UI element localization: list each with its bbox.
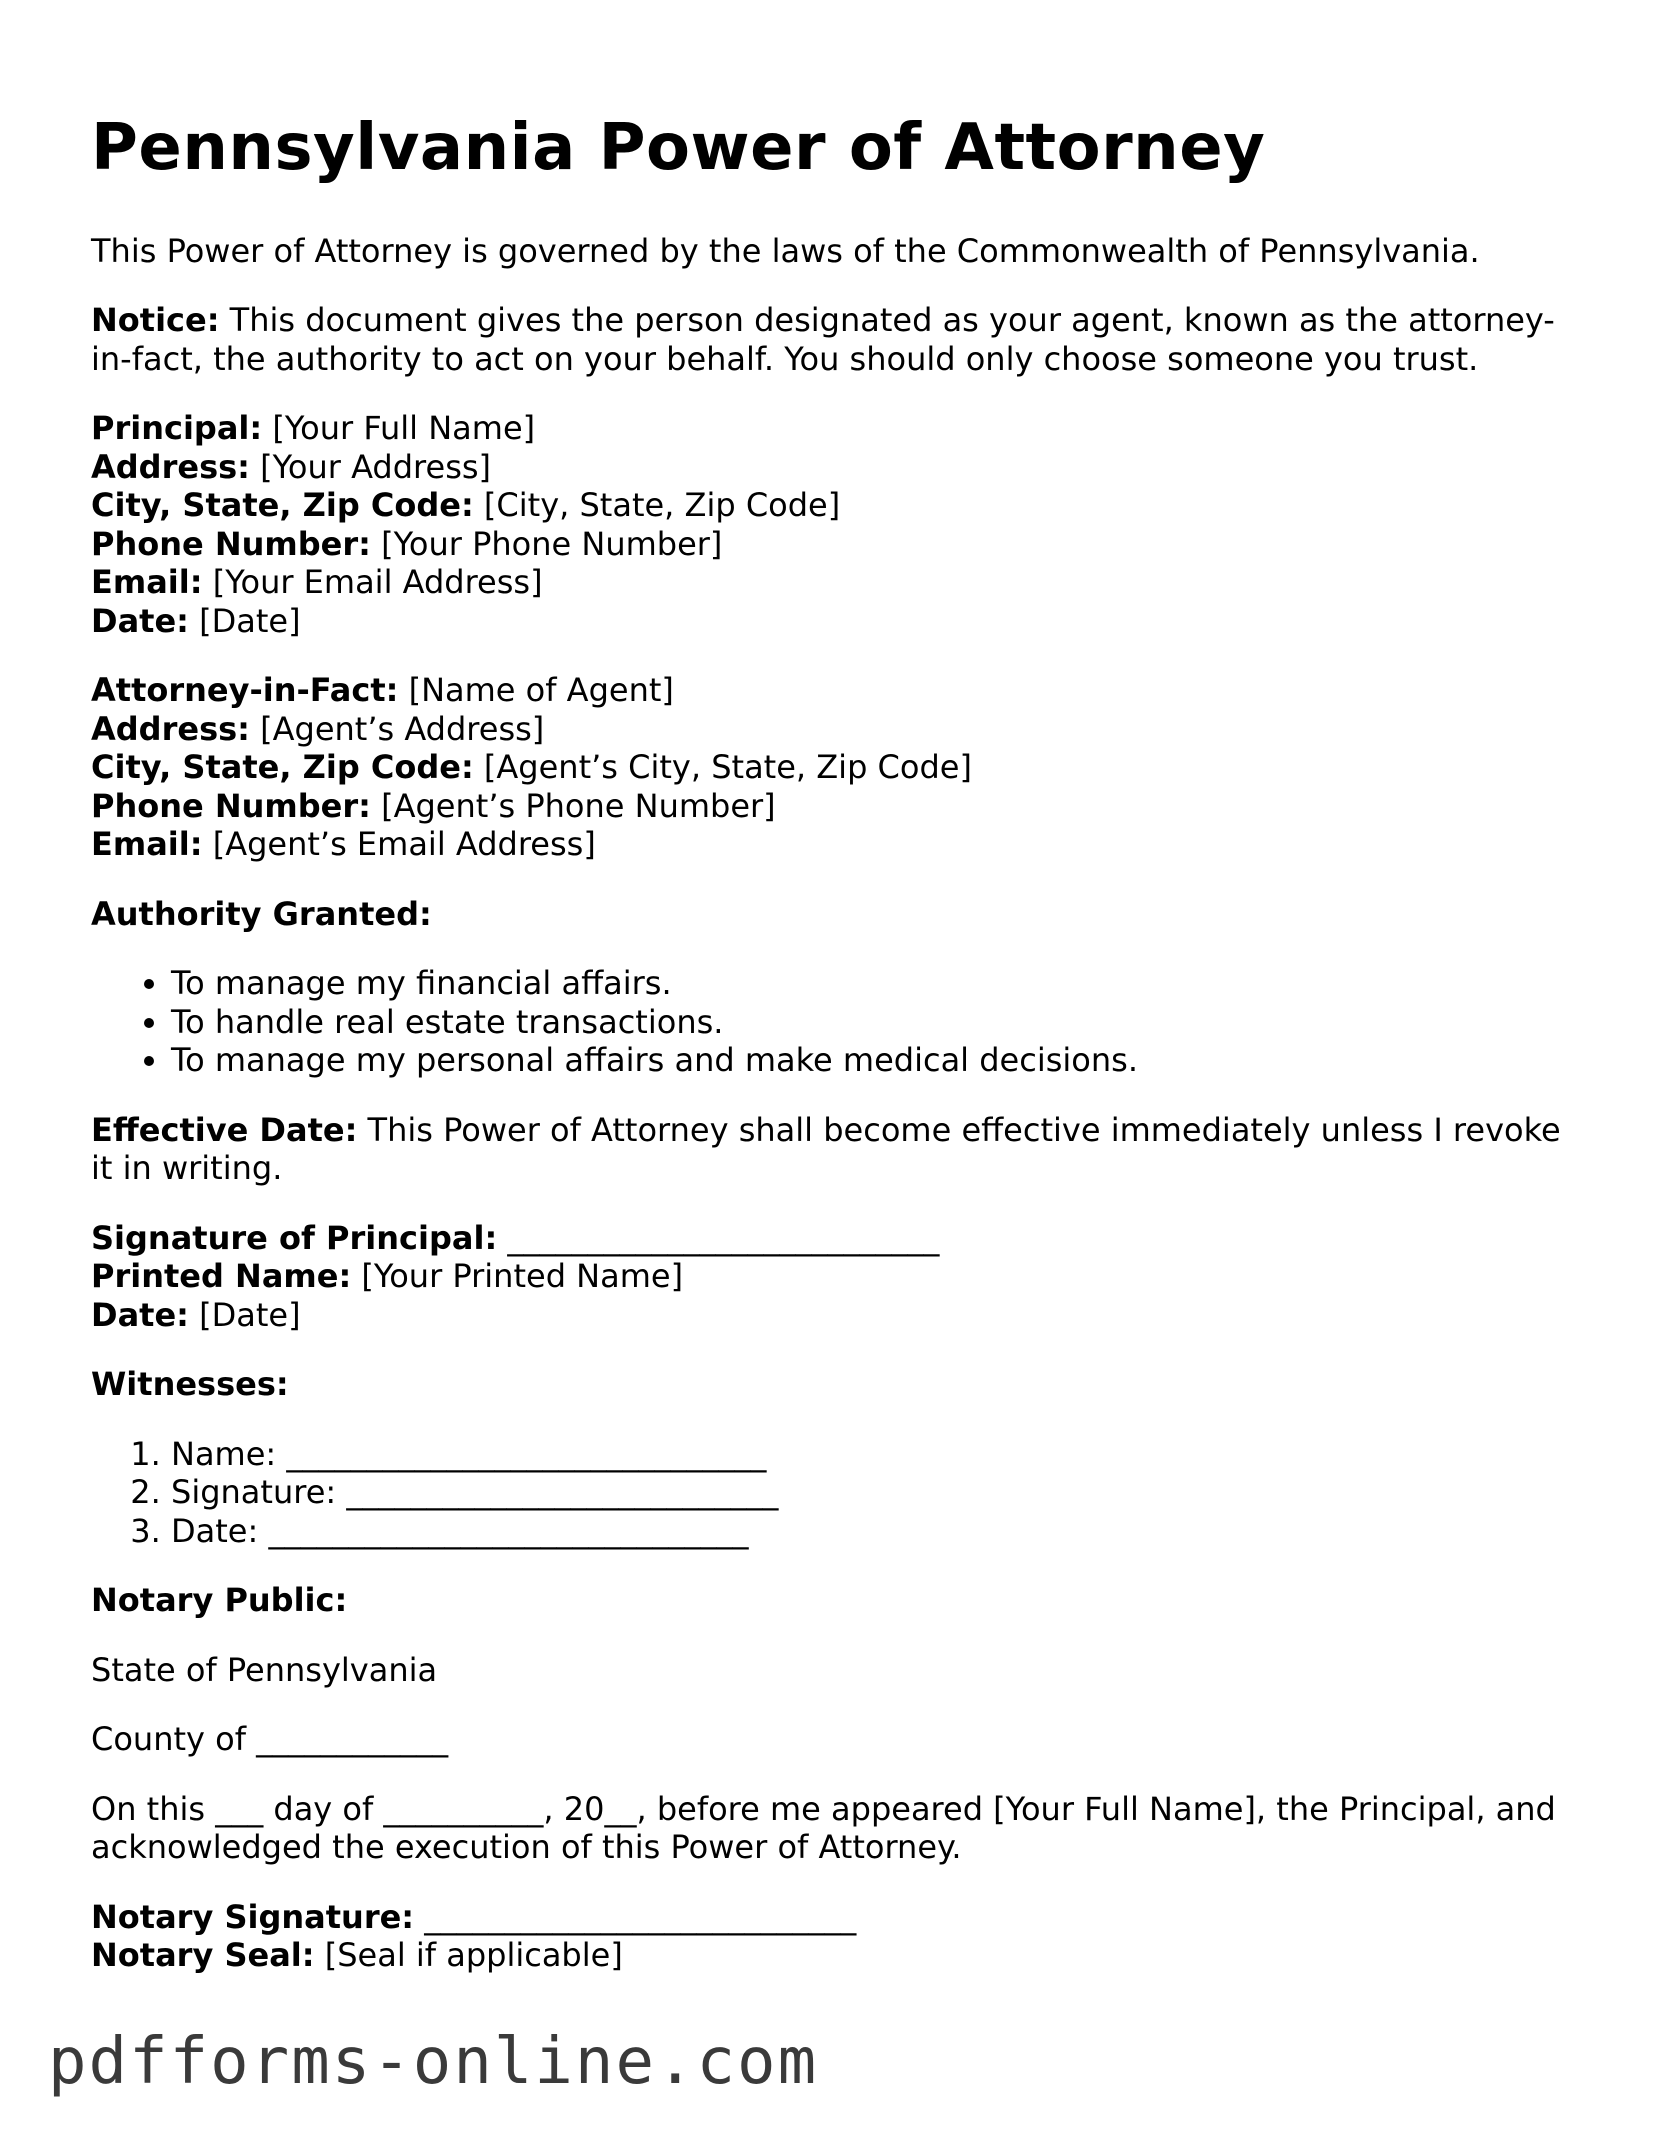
field-label: Signature of Principal:	[91, 1218, 498, 1257]
notary-signature-block	[91, 1898, 1591, 1975]
agent-city-line	[91, 748, 1591, 787]
agent-phone-line	[91, 787, 1591, 826]
field-label: Principal:	[91, 409, 263, 448]
field-label: Address:	[91, 709, 250, 748]
witnesses-heading: Witnesses:	[91, 1365, 289, 1404]
document-content	[91, 110, 1591, 2006]
field-label: Printed Name:	[91, 1257, 352, 1296]
field-value: [Date]	[188, 1295, 301, 1334]
principal-email-line	[91, 563, 1591, 602]
field-label: Email:	[91, 563, 203, 602]
notice-paragraph	[91, 301, 1591, 378]
principal-date-line	[91, 602, 1591, 641]
field-value: [Agent’s City, State, Zip Code]	[473, 748, 972, 787]
field-value: ___________________________	[414, 1897, 857, 1936]
intro-paragraph: This Power of Attorney is governed by the laws of the Commonwealth of Pennsylvania.	[91, 231, 1480, 270]
agent-address-line	[91, 710, 1591, 749]
field-label: Attorney-in-Fact:	[91, 671, 399, 710]
principal-name-line	[91, 409, 1591, 448]
signature-line	[91, 1219, 1591, 1258]
notary-heading: Notary Public:	[91, 1581, 348, 1620]
notary-signature-line	[91, 1898, 1591, 1937]
agent-email-line	[91, 825, 1591, 864]
document-title: Pennsylvania Power of Attorney	[91, 111, 1266, 185]
list-item: • To manage my personal affairs and make medical decisions.	[171, 1041, 1591, 1080]
field-value: [Date]	[188, 601, 301, 640]
field-label: Email:	[91, 825, 203, 864]
field-value: [City, State, Zip Code]	[473, 486, 841, 525]
field-value: [Name of Agent]	[398, 671, 674, 710]
effective-date-paragraph	[91, 1111, 1591, 1188]
notice-text: This document gives the person designated as your agent, known as the attorney-in-fact, the authority to act on your behalf. You should only choose someone you trust.	[91, 301, 1555, 378]
agent-name-line	[91, 671, 1591, 710]
notary-county: County of ____________	[91, 1720, 449, 1759]
field-value: [Your Email Address]	[202, 563, 543, 602]
field-value: [Agent’s Phone Number]	[370, 786, 776, 825]
printed-name-line	[91, 1257, 1591, 1296]
field-value: [Agent’s Email Address]	[202, 825, 596, 864]
authority-list	[91, 964, 1591, 1080]
field-value: [Agent’s Address]	[249, 709, 545, 748]
field-value: ___________________________	[497, 1218, 940, 1257]
notary-state: State of Pennsylvania	[91, 1650, 438, 1689]
principal-signature-block	[91, 1219, 1591, 1335]
agent-info	[91, 671, 1591, 864]
principal-info	[91, 409, 1591, 640]
field-label: Notary Seal:	[91, 1936, 315, 1975]
witnesses-list	[91, 1435, 1591, 1551]
effective-date-label: Effective Date:	[91, 1110, 358, 1149]
list-item: • To handle real estate transactions.	[171, 1003, 1591, 1042]
site-watermark: pdfforms-online.com	[48, 2025, 819, 2099]
field-value: [Your Address]	[249, 447, 492, 486]
notice-label: Notice:	[91, 301, 220, 340]
principal-address-line	[91, 448, 1591, 487]
field-value: [Your Full Name]	[262, 409, 536, 448]
field-label: Date:	[91, 1295, 189, 1334]
field-label: Phone Number:	[91, 786, 371, 825]
field-value: [Seal if applicable]	[314, 1936, 623, 1975]
field-label: Phone Number:	[91, 524, 371, 563]
field-label: Date:	[91, 601, 189, 640]
field-value: [Your Phone Number]	[370, 524, 723, 563]
effective-date-text: This Power of Attorney shall become effective immediately unless I revoke it in writing.	[91, 1110, 1561, 1188]
field-label: Address:	[91, 447, 250, 486]
authority-heading: Authority Granted:	[91, 894, 432, 933]
field-label: City, State, Zip Code:	[91, 748, 474, 787]
field-label: Notary Signature:	[91, 1897, 415, 1936]
list-item: 3. Date: ______________________________	[171, 1512, 1591, 1551]
principal-city-line	[91, 486, 1591, 525]
list-item: 1. Name: ______________________________	[171, 1435, 1591, 1474]
notary-seal-line	[91, 1936, 1591, 1975]
principal-phone-line	[91, 525, 1591, 564]
signature-date-line	[91, 1296, 1591, 1335]
list-item: • To manage my financial affairs.	[171, 964, 1591, 1003]
field-label: City, State, Zip Code:	[91, 486, 474, 525]
field-value: [Your Printed Name]	[351, 1257, 684, 1296]
list-item: 2. Signature: ___________________________	[171, 1473, 1591, 1512]
notary-acknowledgment: On this ___ day of __________, 20__, before me appeared [Your Full Name], the Principal, and acknowledged the execution of this Power of Attorney.	[91, 1789, 1556, 1867]
